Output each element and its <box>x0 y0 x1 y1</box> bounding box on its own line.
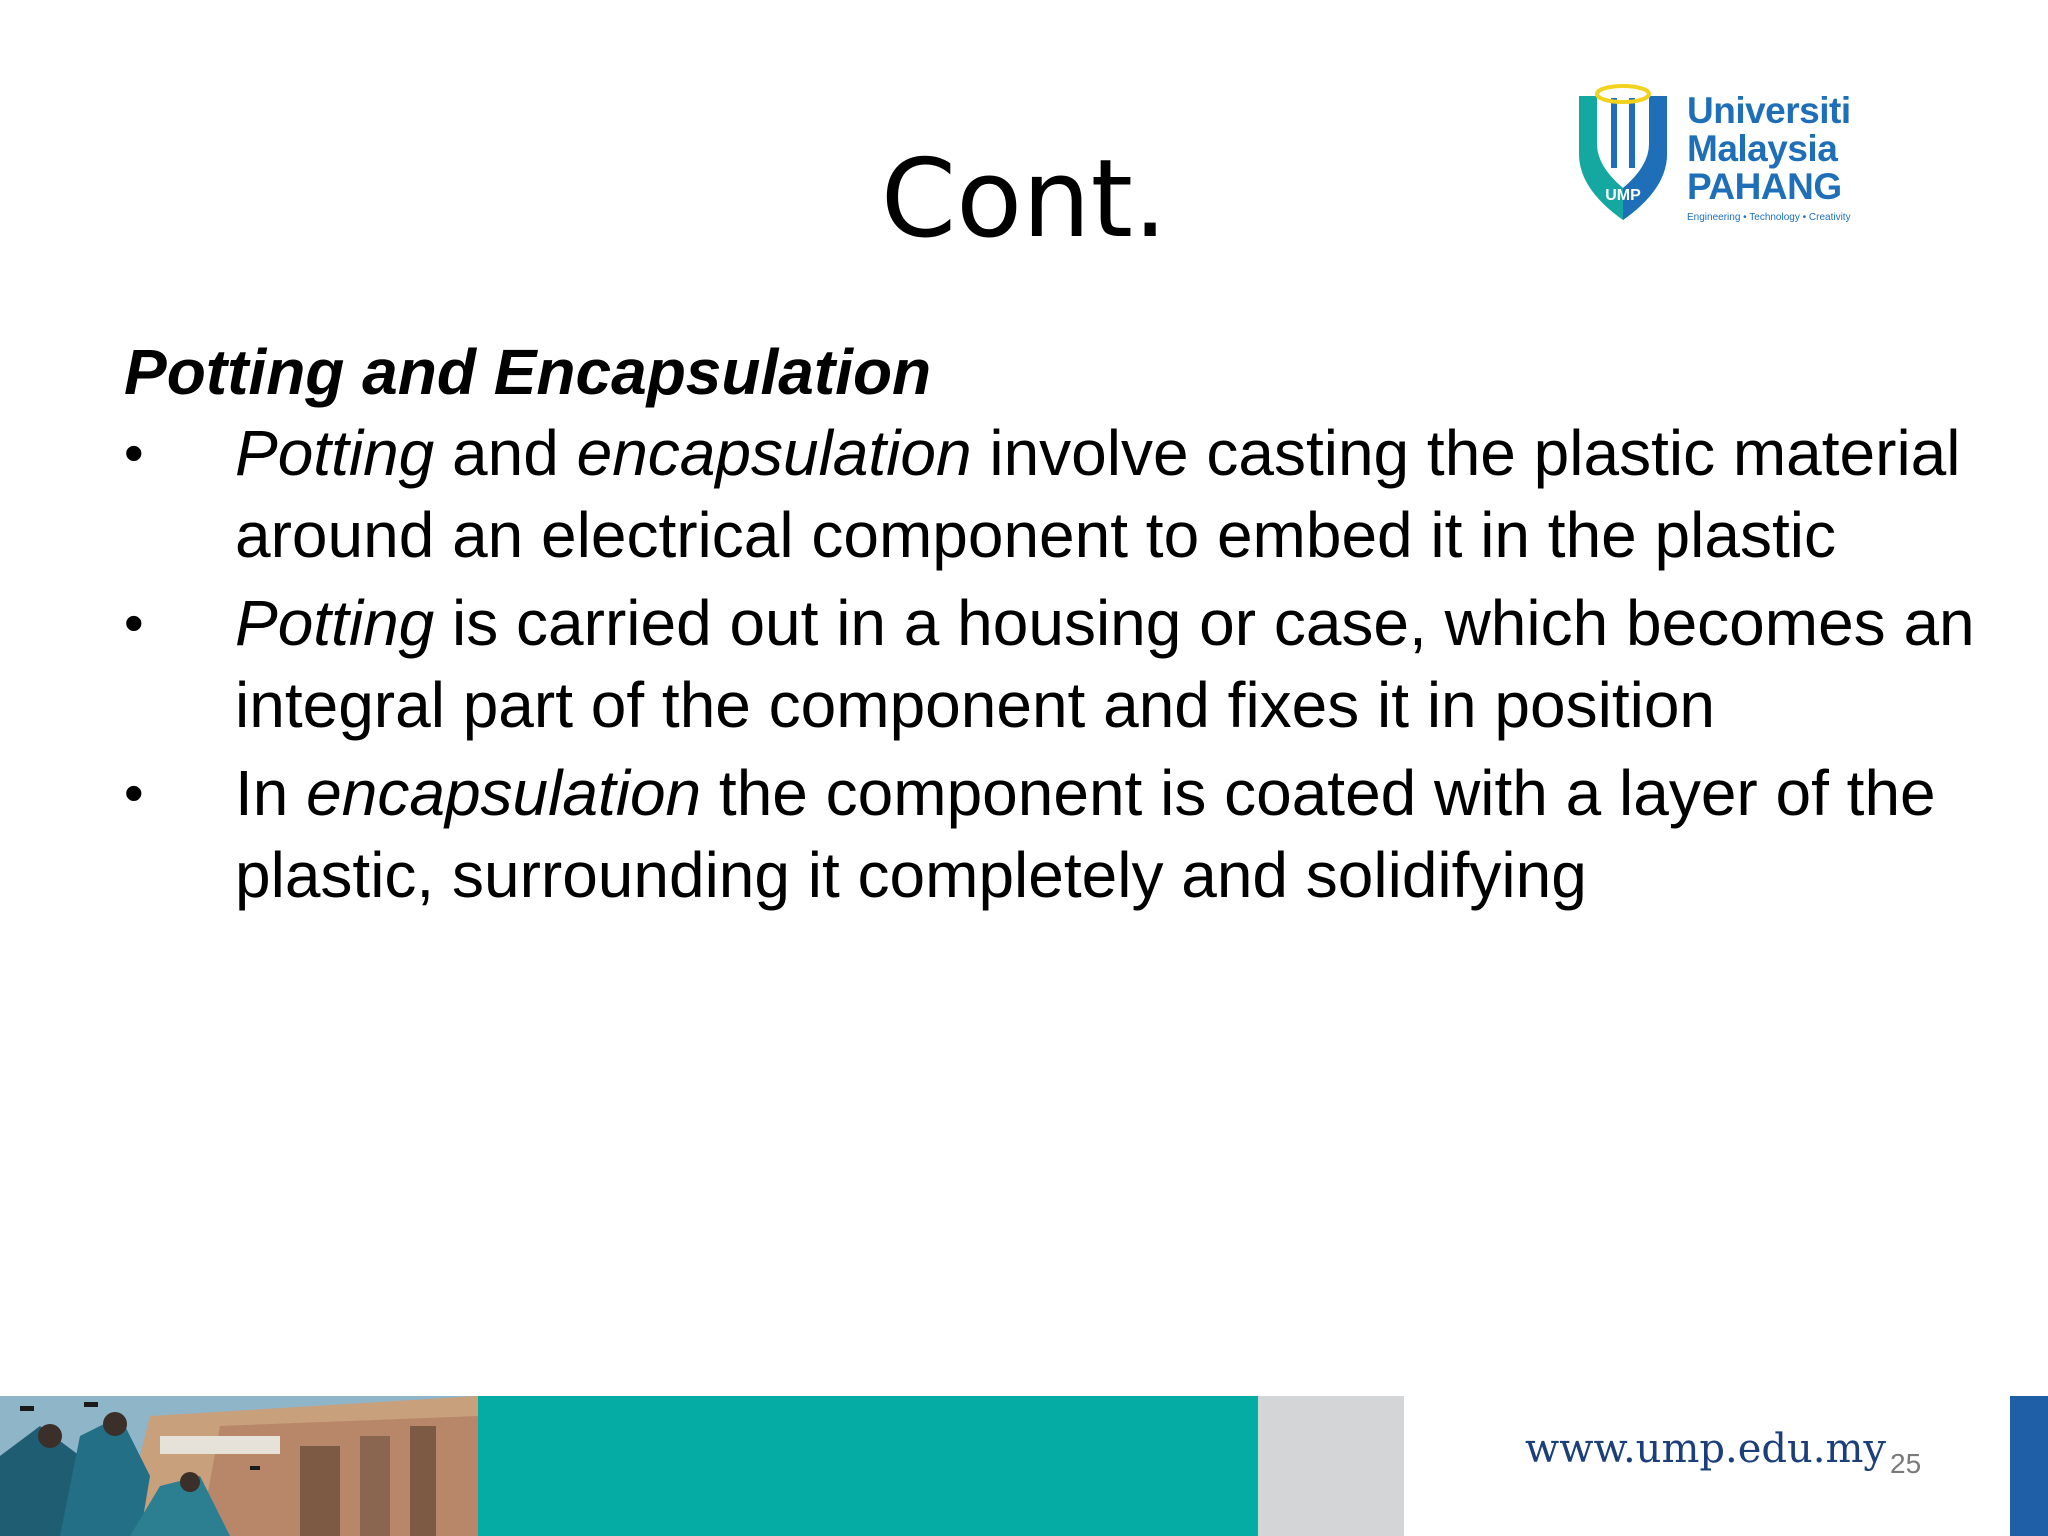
bullet-text: is carried out in a housing or case, which becomes an integral part of the component and fixes it in position <box>235 587 1975 741</box>
bullet-list <box>124 412 1975 916</box>
shield-emblem-icon <box>1575 84 1671 224</box>
bullet-symbol: • <box>124 591 144 654</box>
bullet-text: and <box>434 417 577 489</box>
footer-blue-band <box>2010 1396 2048 1536</box>
bullet-emphasis-text: Potting <box>235 587 435 659</box>
bullet-item <box>124 752 2005 916</box>
footer-graduation-photo <box>0 1396 478 1536</box>
university-logo <box>1575 84 1875 234</box>
bullet-text: In <box>235 757 307 829</box>
bullet-emphasis-text: encapsulation <box>306 757 702 829</box>
bullet-symbol: • <box>124 761 144 824</box>
logo-line-2: Malaysia <box>1687 128 1838 169</box>
logo-line-1: Universiti <box>1687 90 1851 131</box>
emblem-text: UMP <box>1605 187 1641 204</box>
bullet-item <box>124 582 2005 746</box>
bullet-text: the component is coated with a layer of the plastic, surrounding it completely and solidifying <box>235 757 1936 911</box>
logo-line-3: PAHANG <box>1687 166 1842 207</box>
section-subheading: Potting and Encapsulation <box>124 336 932 408</box>
footer-teal-band <box>478 1396 1258 1536</box>
slide-title: Cont. <box>880 137 1168 262</box>
bullet-emphasis-text: Potting <box>235 417 435 489</box>
bullet-emphasis-text: encapsulation <box>576 417 972 489</box>
bullet-symbol: • <box>124 421 144 484</box>
slide-number: 25 <box>1890 1448 1922 1479</box>
footer-gray-band <box>1258 1396 1404 1536</box>
graduation-photo-icon <box>0 1396 478 1536</box>
footer-url: www.ump.edu.my <box>1525 1426 1886 1472</box>
bullet-item <box>124 412 2005 576</box>
slide-content <box>124 332 1975 922</box>
logo-wordmark <box>1687 92 1877 224</box>
bullet-text: involve casting the plastic material around an electrical component to embed it in the plastic <box>235 417 1961 571</box>
logo-tagline: Engineering • Technology • Creativity <box>1687 212 1851 223</box>
footer-bar <box>0 1396 2048 1536</box>
